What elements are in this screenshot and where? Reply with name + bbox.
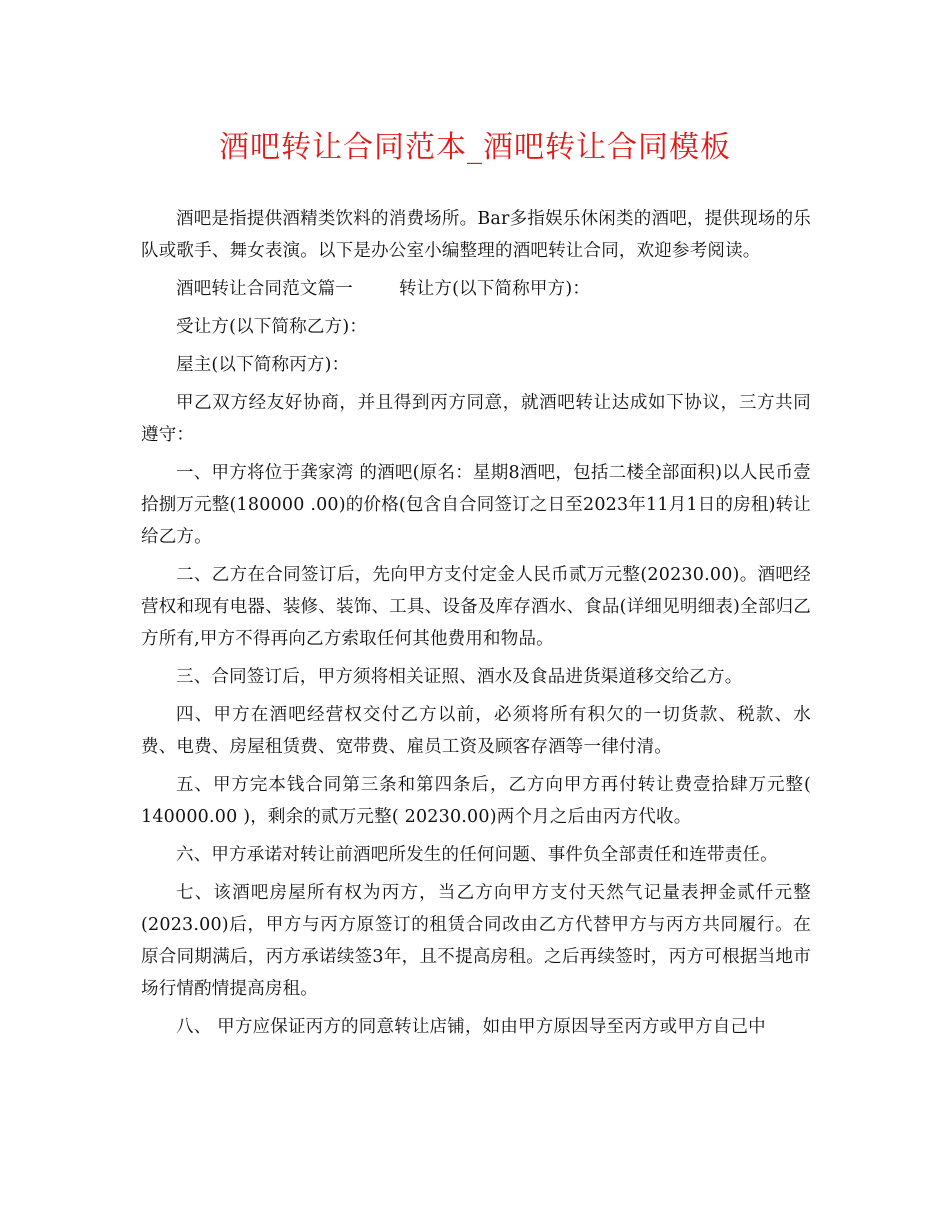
clause-5: 五、甲方完本钱合同第三条和第四条后，乙方向甲方再付转让费壹拾肆万元整( 140000.00 )，剩余的贰万元整( 20230.00)两个月之后由丙方代收。	[141, 775, 811, 827]
transferor-label: 转让方(以下简称甲方)：	[399, 279, 591, 299]
clause-2: 二、乙方在合同签订后，先向甲方支付定金人民币贰万元整(20230.00)。酒吧经营权和现有电器、装修、装饰、工具、设备及库存酒水、食品(详细见明细表)全部归乙方所有,甲方不得再向乙方索取任何其他费用和物品。	[141, 565, 811, 649]
document-body	[141, 203, 811, 1049]
landlord-label: 屋主(以下简称丙方)：	[176, 355, 350, 375]
section-heading: 酒吧转让合同范文篇一	[176, 279, 353, 299]
clause-7: 七、该酒吧房屋所有权为丙方，当乙方向甲方支付天然气记量表押金贰仟元整(2023.00)后，甲方与丙方原签订的租赁合同改由乙方代替甲方与丙方共同履行。在原合同期满后，丙方承诺续签3年，且不提高房租。之后再续签时，丙方可根据当地市场行情酌情提高房租。	[141, 883, 811, 999]
clause-6: 六、甲方承诺对转让前酒吧所发生的任何问题、事件负全部责任和连带责任。	[176, 845, 778, 865]
document-title: 酒吧转让合同范本_酒吧转让合同模板	[219, 130, 731, 165]
agreement-intro: 甲乙双方经友好协商，并且得到丙方同意，就酒吧转让达成如下协议，三方共同遵守：	[141, 393, 811, 445]
party-line	[141, 273, 811, 305]
clause-4: 四、甲方在酒吧经营权交付乙方以前，必须将所有积欠的一切货款、税款、水费、电费、房屋租赁费、宽带费、雇员工资及顾客存酒等一律付清。	[141, 705, 811, 757]
intro-paragraph: 酒吧是指提供酒精类饮料的消费场所。Bar多指娱乐休闲类的酒吧，提供现场的乐队或歌手、舞女表演。以下是办公室小编整理的酒吧转让合同，欢迎参考阅读。	[141, 209, 811, 261]
clause-3: 三、合同签订后，甲方须将相关证照、酒水及食品进货渠道移交给乙方。	[176, 667, 743, 687]
clause-8: 八、 甲方应保证丙方的同意转让店铺，如由甲方原因导至丙方或甲方自己中	[176, 1017, 766, 1037]
clause-1: 一、甲方将位于龚家湾 的酒吧(原名：星期8酒吧，包括二楼全部面积)以人民币壹拾捌万元整(180000 .00)的价格(包含自合同签订之日至2023年11月1日的房租)转让给乙方。	[141, 463, 811, 547]
transferee-label: 受让方(以下简称乙方)：	[176, 317, 368, 337]
